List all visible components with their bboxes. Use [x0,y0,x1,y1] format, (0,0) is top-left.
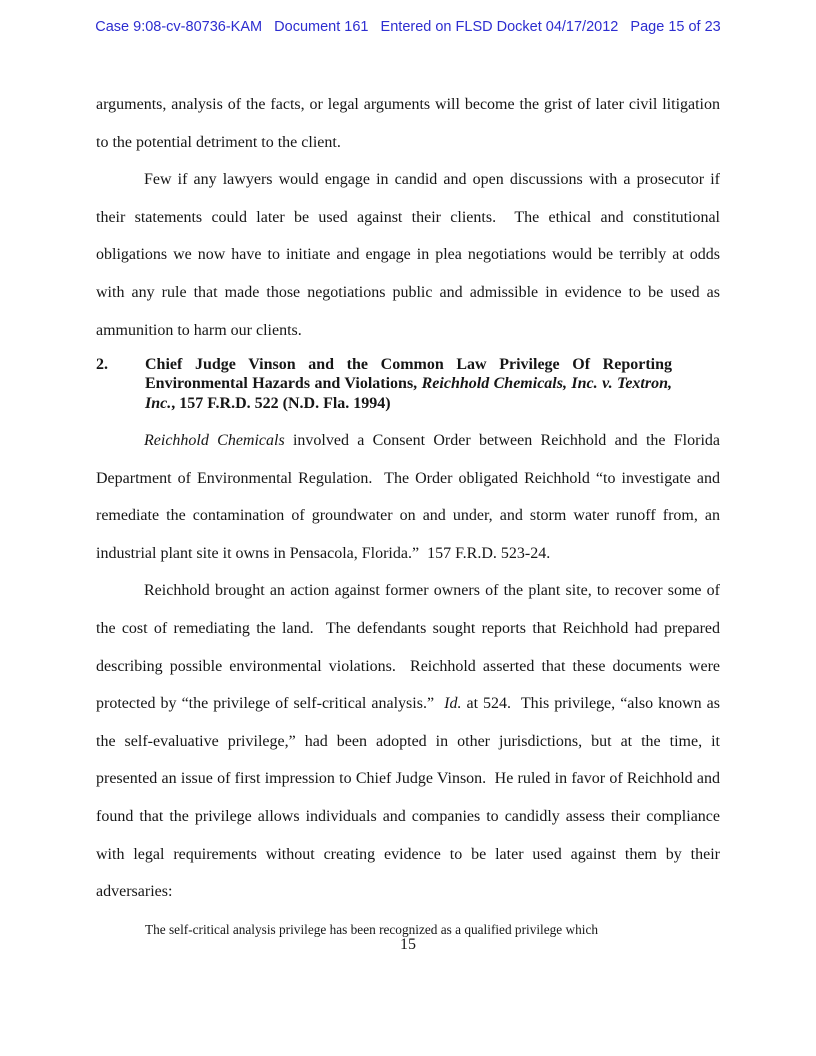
section-heading-line: Inc., 157 F.R.D. 522 (N.D. Fla. 1994) [145,394,391,412]
body-paragraph: Reichhold Chemicals involved a Consent Order between Reichhold and the Florida Department of Environmental Regulation. The Order obligated Reichhold “to investigate and remediate the contamination of groundwater on and under, and storm water runoff from, an industrial plant site it owns in Pensacola, Florida.” 157 F.R.D. 523-24. [96,432,724,562]
page-number: 15 [400,936,416,953]
section-heading-text [145,355,672,413]
block-quote: The self-critical analysis privilege has been recognized as a qualified privilege which [145,921,599,937]
body-paragraph: arguments, analysis of the facts, or legal arguments will become the grist of later civil litigation to the potential detriment to the client. [96,96,724,151]
case-header: Case 9:08-cv-80736-KAM Document 161 Entered on FLSD Docket 04/17/2012 Page 15 of 23 [95,19,721,35]
section-heading-line: Chief Judge Vinson and the Common Law Privilege Of Reporting [145,356,672,374]
body-paragraph: Few if any lawyers would engage in candid and open discussions with a prosecutor if their statements could later be used against their clients. The ethical and constitutional obligations we now have to initiate and engage in plea negotiations would be terribly at odds with any rule that made those negotiations public and admissible in evidence to be used as ammunition to harm our clients. [96,171,724,339]
section-number: 2. [96,356,108,374]
section-heading [96,355,720,413]
section-heading-line: Environmental Hazards and Violations, Reichhold Chemicals, Inc. v. Textron, [145,375,672,393]
body-paragraph: Reichhold brought an action against former owners of the plant site, to recover some of the cost of remediating the land. The defendants sought reports that Reichhold had prepared describing possible environmental violations. Reichhold asserted that these documents were protected by “the privilege of self-critical analysis.” Id. at 524. This privilege, “also known as the self-evaluative privilege,” had been adopted in other jurisdictions, but at the time, it presented an issue of first impression to Chief Judge Vinson. He ruled in favor of Reichhold and found that the privilege allows individuals and companies to candidly assess their compliance with legal requirements without creating evidence to be later used against them by their adversaries: [96,582,725,901]
document-body [96,86,725,948]
